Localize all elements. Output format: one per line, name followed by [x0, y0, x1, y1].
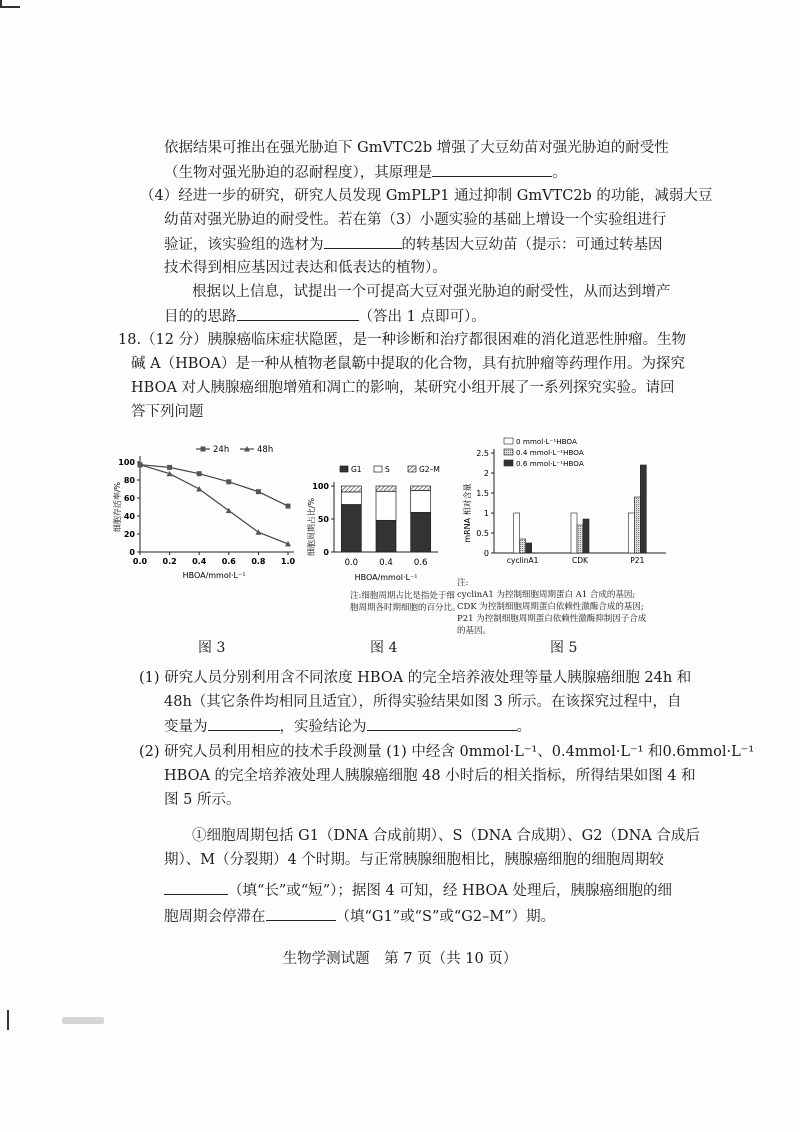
- fig4-note-line2: 胞周期各时期细胞的百分比。: [350, 603, 461, 613]
- scan-corner-mark: [0, 0, 20, 8]
- fig3-legend-marker-24h: [201, 447, 206, 452]
- q18-2-sub1-line2: 期）、M（分裂期）4 个时期。与正常胰腺细胞相比，胰腺癌细胞的细胞周期较: [164, 852, 664, 868]
- fig5-note-line3: CDK 为控制细胞周期蛋白依赖性激酶合成的基因;: [457, 602, 644, 612]
- fig3-x-tick-label: 1.0: [280, 557, 296, 566]
- fig4-note-line1: 注:细胞周期占比是指处于细: [350, 591, 455, 601]
- fig3-legend-label-48h: 48h: [257, 445, 274, 455]
- figure-5-grouped-bar-chart: [460, 432, 670, 572]
- fig4-bar-G2–M-0.0: [341, 486, 361, 492]
- fig3-legend-label-24h: 24h: [213, 445, 230, 455]
- scan-smudge: [62, 1017, 104, 1024]
- fig4-bar-G1-0.6: [411, 512, 431, 552]
- fig5-y-tick-label: 1: [483, 509, 489, 518]
- q18-intro3: HBOA 对人胰腺癌细胞增殖和凋亡的影响，某研究小组开展了一系列探究实验。请回: [131, 380, 675, 396]
- fig5-note-line5: 的基因。: [457, 626, 492, 636]
- fig3-y-tick-label: 60: [123, 494, 135, 503]
- q18-2-sub1-line4: 胞周期会停滞在 （填“G1”或“S”或“G2–M”）期。: [164, 906, 555, 927]
- q18-2-phase-blank[interactable]: [266, 906, 336, 921]
- q17-4-line3: 验证，该实验组的选材为 的转基因大豆幼苗（提示：可通过转基因: [164, 234, 663, 255]
- q18-2-sub1-line3: （填“长”或“短”）；据图 4 可知，经 HBOA 处理后，胰腺癌细胞的细: [164, 880, 672, 901]
- q18-1-line3: 变量为 ，实验结论为 。: [164, 716, 531, 737]
- q17-4-line1: （4）经进一步的研究，研究人员发现 GmPLP1 通过抑制 GmVTC2b 的功能，减弱大豆: [140, 188, 713, 204]
- fig4-legend-swatch-S: [374, 466, 382, 472]
- fig4-y-label: 细胞周期占比/%: [307, 497, 316, 557]
- fig5-y-tick-label: 2.5: [476, 449, 489, 458]
- q17-4-line2: 幼苗对强光胁迫的耐受性。若在第（3）小题实验的基础上增设一个实验组进行: [164, 212, 667, 228]
- fig3-y-label: 细胞存活率/%: [113, 481, 122, 533]
- fig5-note-line2: cyclinA1 为控制细胞周期蛋白 A1 合成的基因;: [457, 590, 636, 600]
- q18-intro4: 答下列问题: [131, 404, 204, 420]
- q17-line1: 依据结果可推出在强光胁迫下 GmVTC2b 增强了大豆幼苗对强光胁迫的耐受性: [164, 140, 669, 156]
- fig4-caption: 图 4: [370, 640, 398, 656]
- fig3-point-24h: [167, 465, 172, 470]
- fig5-note-line4: P21 为控制细胞周期蛋白依赖性激酶抑制因子合成: [457, 614, 647, 624]
- fig3-y-tick-label: 40: [123, 512, 135, 521]
- fig5-x-tick-label: cyclinA1: [506, 556, 539, 565]
- fig3-point-24h: [256, 489, 261, 494]
- fig4-legend-label-S: S: [385, 465, 390, 474]
- q18-1-variable-blank[interactable]: [208, 716, 280, 731]
- fig5-bar-cyclinA1-0: [514, 513, 520, 553]
- fig3-x-label: HBOA/mmol·L⁻¹: [182, 571, 246, 580]
- fig4-bar-G1-0.0: [341, 504, 361, 552]
- q18-intro1: 18.（12 分）胰腺癌临床症状隐匿，是一种诊断和治疗都很困难的消化道恶性肿瘤。生物: [118, 332, 687, 348]
- fig3-x-tick-label: 0.8: [251, 557, 266, 566]
- q18-2-sub1-line1: ①细胞周期包括 G1（DNA 合成前期）、S（DNA 合成期）、G2（DNA 合成后: [192, 828, 700, 844]
- fig3-x-tick-label: 0.6: [221, 557, 236, 566]
- fig3-point-24h: [286, 504, 291, 509]
- fig4-bar-S-0.6: [411, 491, 431, 513]
- q18-1-line2: 48h（其它条件均相同且适宜），所得实验结果如图 3 所示。在该探究过程中，自: [164, 694, 682, 710]
- fig5-y-tick-label: 0: [483, 549, 489, 558]
- q18-2-line1: (2) 研究人员利用相应的技术手段测量 (1) 中经含 0mmol·L⁻¹、0.4mmol·L⁻¹ 和0.6mmol·L⁻¹: [139, 744, 755, 760]
- fig4-bar-G2–M-0.4: [376, 486, 396, 491]
- q17-4-line5: 根据以上信息，试提出一个可提高大豆对强光胁迫的耐受性，从而达到增产: [192, 284, 671, 300]
- fig3-y-tick-label: 0: [129, 548, 135, 557]
- fig3-y-tick-label: 20: [123, 530, 135, 539]
- fig4-bar-S-0.4: [376, 491, 396, 520]
- fig5-bar-cyclinA1-1: [520, 539, 526, 553]
- q17-4-line6: 目的的思路 （答出 1 点即可）。: [164, 306, 486, 327]
- fig4-x-tick-label: 0.6: [413, 558, 428, 568]
- fig5-bar-P21-1: [634, 497, 640, 553]
- figure-4-stacked-bar-chart: [300, 460, 450, 588]
- q18-1-line1: (1) 研究人员分别利用含不同浓度 HBOA 的完全培养液处理等量人胰腺癌细胞 24h 和: [139, 670, 692, 686]
- fig3-y-tick-label: 100: [118, 458, 135, 467]
- fig4-bar-S-0.0: [341, 492, 361, 505]
- fig3-x-tick-label: 0.0: [132, 557, 148, 566]
- fig5-x-tick-label: CDK: [572, 556, 588, 565]
- fig5-bar-P21-0: [628, 513, 634, 553]
- fig4-x-label: HBOA/mmol·L⁻¹: [354, 573, 418, 582]
- fig5-x-tick-label: P21: [630, 556, 645, 565]
- fig3-x-tick-label: 0.4: [192, 557, 207, 566]
- fig5-bar-CDK-1: [577, 525, 583, 553]
- fig4-y-tick-label: 100: [312, 482, 329, 491]
- fig4-legend-swatch-G2–M: [408, 466, 416, 472]
- fig4-y-tick-label: 0: [323, 548, 329, 557]
- fig5-note-line1: 注:: [457, 578, 469, 588]
- figure-3-line-chart: [110, 432, 310, 592]
- fig4-bar-G2–M-0.6: [411, 486, 431, 491]
- q18-2-line3: 图 5 所示。: [164, 792, 241, 808]
- fig5-legend-label-1: 0.4 mmol·L⁻¹HBOA: [516, 448, 584, 457]
- fig3-x-tick-label: 0.2: [162, 557, 177, 566]
- fig4-legend-label-G1: G1: [351, 465, 362, 474]
- fig5-legend-label-2: 0.6 mmol·L⁻¹HBOA: [516, 459, 584, 468]
- q17-answer-blank[interactable]: [432, 162, 552, 177]
- fig4-legend-label-G2–M: G2–M: [419, 465, 440, 474]
- fig5-bar-CDK-0: [571, 513, 577, 553]
- fig5-y-tick-label: 1.5: [476, 489, 489, 498]
- fig3-y-tick-label: 80: [123, 476, 135, 485]
- fig5-bar-cyclinA1-2: [526, 543, 532, 553]
- fig5-legend-swatch-1: [504, 449, 513, 455]
- fig5-legend-label-0: 0 mmol·L⁻¹HBOA: [516, 437, 577, 446]
- fig5-y-tick-label: 0.5: [476, 529, 489, 538]
- q17-4-line4: 技术得到相应基因过表达和低表达的植物）。: [164, 260, 447, 276]
- q17-4-material-blank[interactable]: [324, 234, 402, 249]
- fig5-caption: 图 5: [550, 640, 578, 656]
- q18-2-line2: HBOA 的完全培养液处理人胰腺癌细胞 48 小时后的相关指标，所得结果如图 4 和: [164, 768, 696, 784]
- fig4-x-tick-label: 0.4: [379, 558, 393, 568]
- fig4-bar-G1-0.4: [376, 520, 396, 552]
- fig5-bar-P21-2: [640, 465, 646, 553]
- fig5-bar-CDK-2: [583, 519, 589, 553]
- q17-4-idea-blank[interactable]: [237, 306, 359, 321]
- page-footer: 生物学测试题 第 7 页（共 10 页）: [282, 951, 518, 967]
- fig4-legend-swatch-G1: [340, 466, 348, 472]
- fig5-legend-swatch-2: [504, 460, 513, 466]
- fig5-y-label: mRNA 相对含量: [463, 483, 472, 543]
- fig4-y-tick-label: 50: [317, 515, 329, 524]
- q18-2-length-blank[interactable]: [164, 880, 228, 895]
- q17-line2: （生物对强光胁迫的忍耐程度），其原理是 。: [164, 162, 567, 183]
- q18-1-conclusion-blank[interactable]: [367, 716, 517, 731]
- fig3-caption: 图 3: [198, 640, 226, 656]
- fig3-point-24h: [226, 479, 231, 484]
- fig3-series-line-48h: [140, 465, 288, 544]
- fig3-point-48h: [196, 486, 202, 492]
- q18-intro2: 碱 A（HBOA）是一种从植物老鼠簕中提取的化合物，具有抗肿瘤等药理作用。为探究: [131, 356, 686, 372]
- scan-edge-mark: [7, 1010, 9, 1030]
- fig5-legend-swatch-0: [504, 438, 513, 444]
- fig4-x-tick-label: 0.0: [344, 558, 359, 568]
- fig3-point-24h: [197, 471, 202, 476]
- fig5-y-tick-label: 2: [483, 469, 489, 478]
